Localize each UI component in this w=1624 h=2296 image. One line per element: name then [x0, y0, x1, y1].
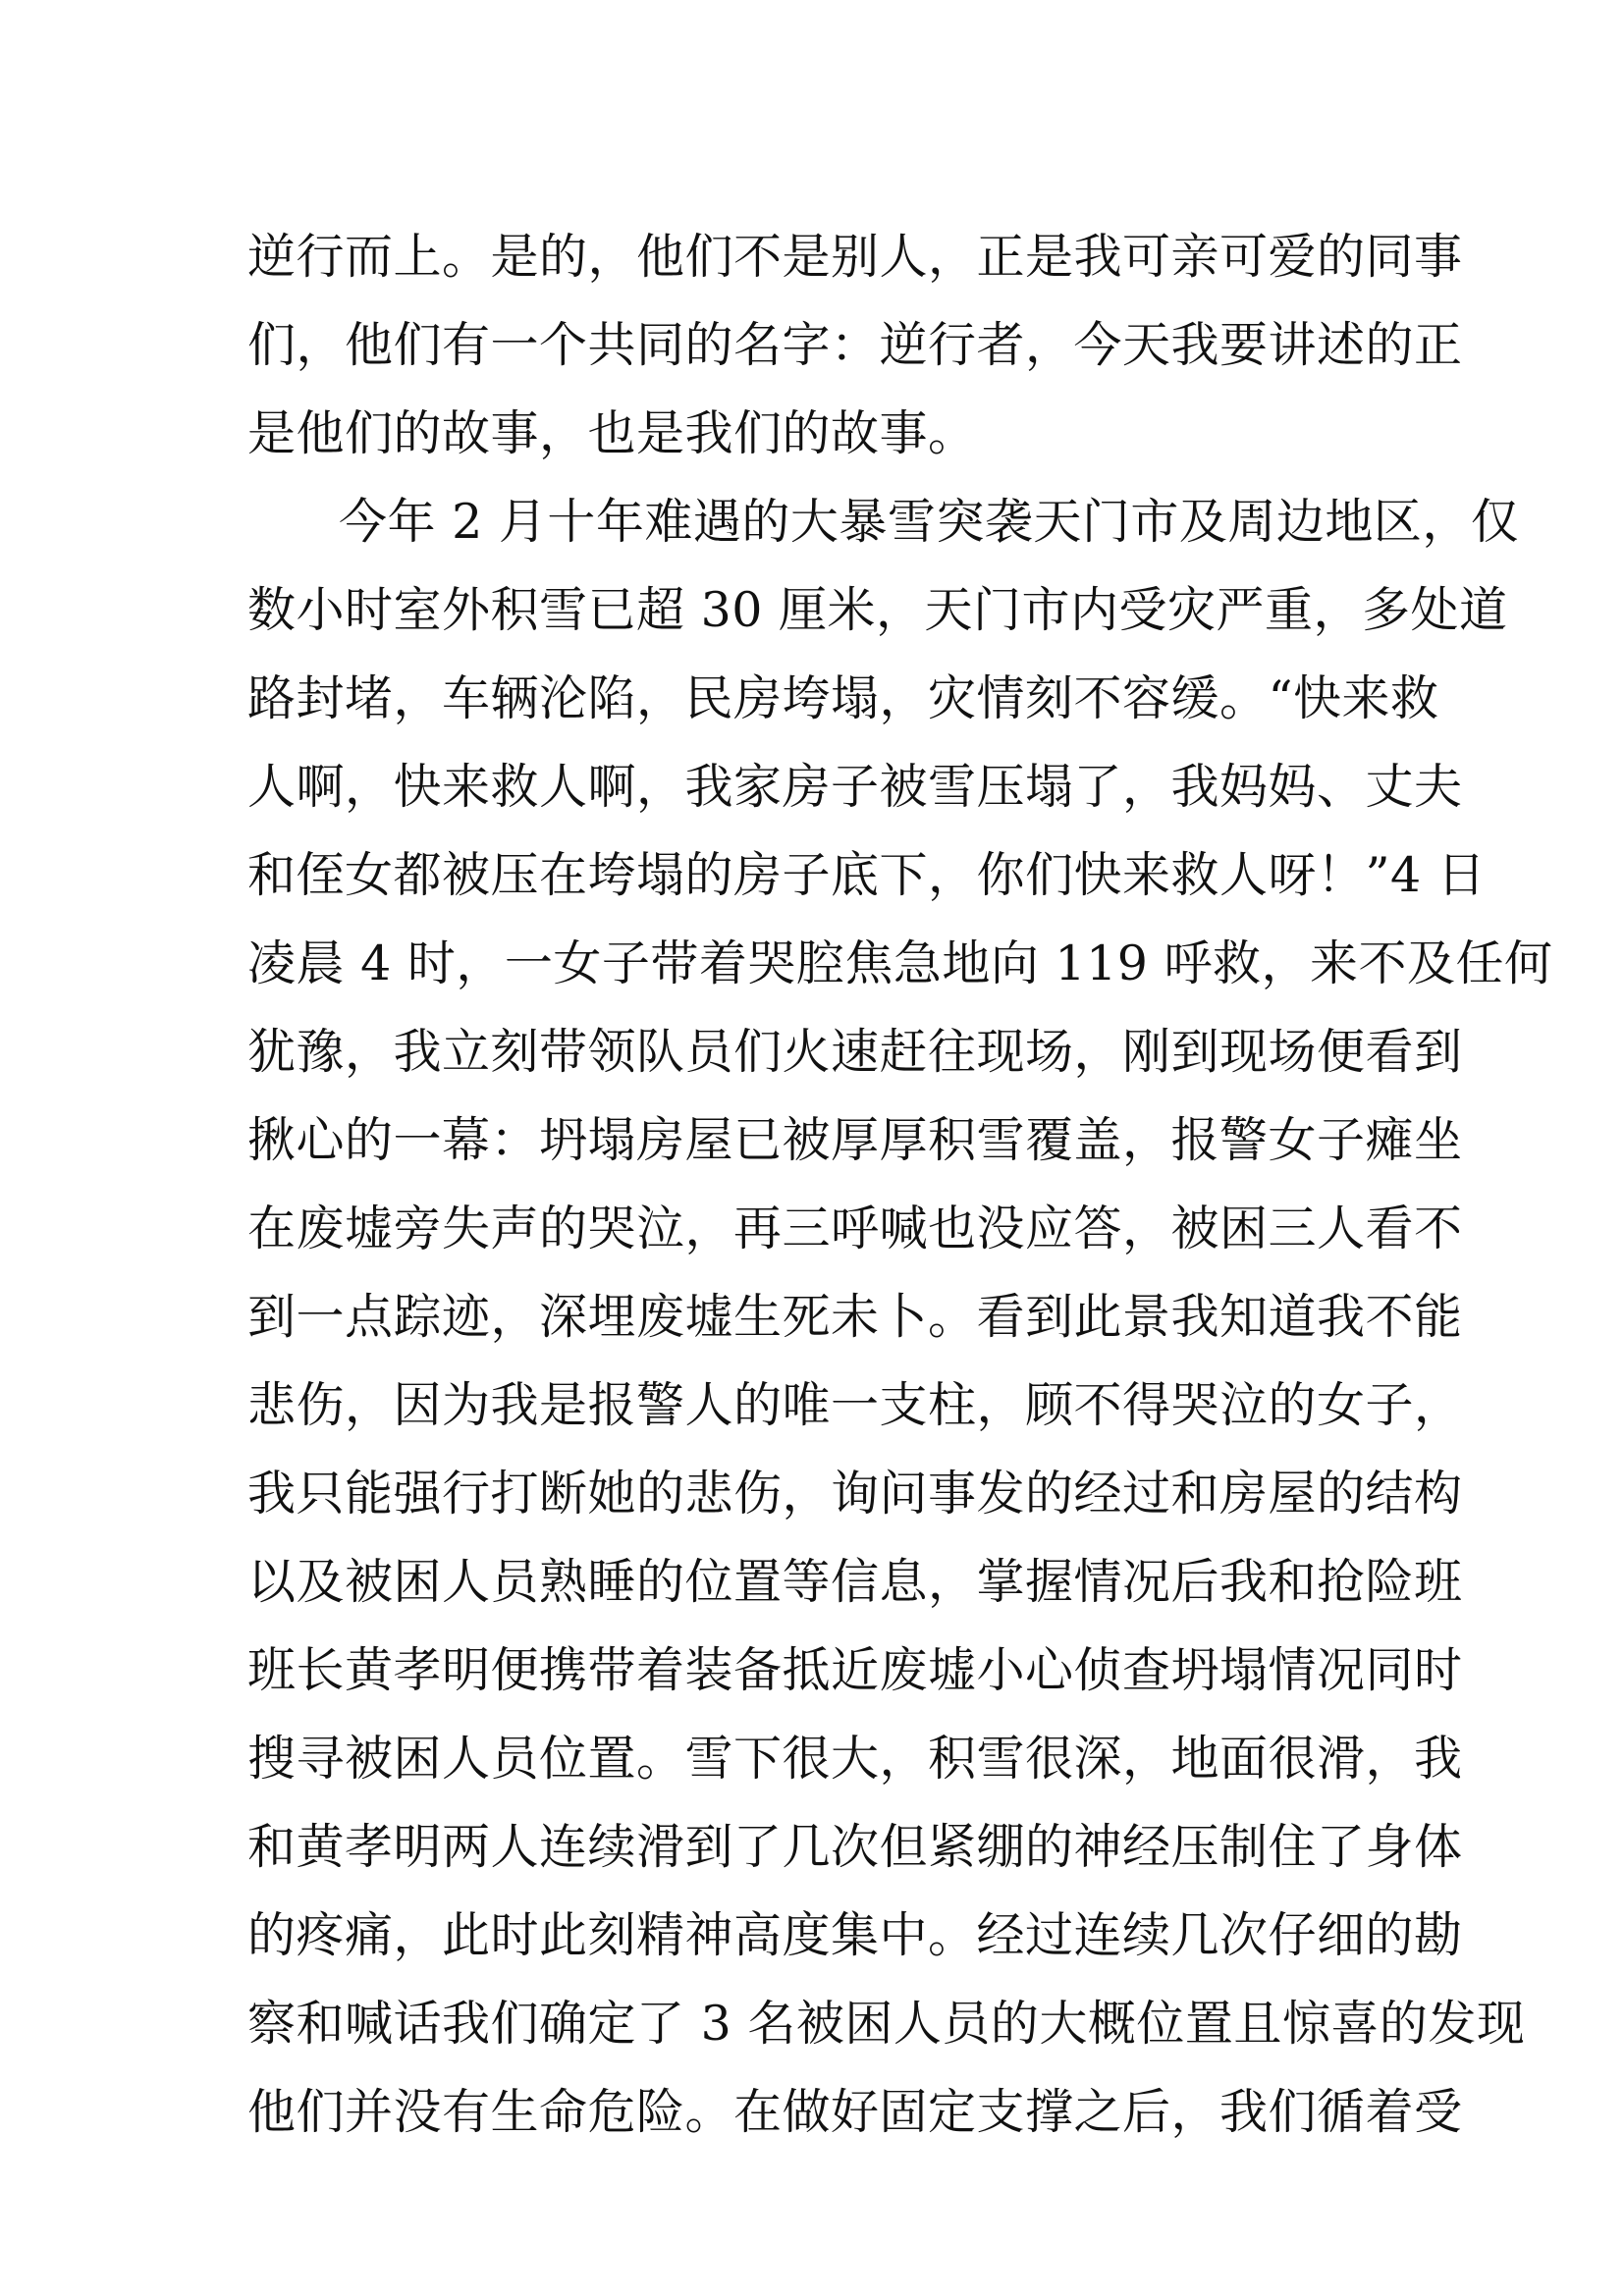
text-line: 到一点踪迹，深埋废墟生死未卜。看到此景我知道我不能	[247, 1289, 1463, 1345]
text-line: 路封堵，车辆沦陷，民房垮塌，灾情刻不容缓。“快来救	[247, 670, 1439, 726]
text-line: 数小时室外积雪已超 30 厘米，天门市内受灾严重，多处道	[247, 582, 1508, 638]
text-line: 的疼痛，此时此刻精神高度集中。经过连续几次仔细的勘	[247, 1907, 1463, 1963]
text-line: 悲伤，因为我是报警人的唯一支柱，顾不得哭泣的女子，	[247, 1377, 1463, 1433]
text-line: 是他们的故事，也是我们的故事。	[247, 405, 977, 461]
text-line: 以及被困人员熟睡的位置等信息，掌握情况后我和抢险班	[247, 1554, 1463, 1610]
text-line: 和侄女都被压在垮塌的房子底下，你们快来救人呀！”4 日	[247, 847, 1487, 903]
text-line: 揪心的一幕：坍塌房屋已被厚厚积雪覆盖，报警女子瘫坐	[247, 1112, 1463, 1168]
text-line: 察和喊话我们确定了 3 名被困人员的大概位置且惊喜的发现	[247, 1996, 1526, 2052]
text-line: 凌晨 4 时，一女子带着哭腔焦急地向 119 呼救，来不及任何	[247, 935, 1553, 991]
text-line: 们，他们有一个共同的名字：逆行者，今天我要讲述的正	[247, 317, 1463, 373]
text-line: 今年 2 月十年难遇的大暴雪突袭天门市及周边地区，仅	[339, 494, 1520, 550]
text-line: 他们并没有生命危险。在做好固定支撑之后，我们循着受	[247, 2084, 1463, 2140]
text-line: 逆行而上。是的，他们不是别人，正是我可亲可爱的同事	[247, 229, 1463, 285]
text-line: 我只能强行打断她的悲伤，询问事发的经过和房屋的结构	[247, 1466, 1463, 1522]
text-line: 在废墟旁失声的哭泣，再三呼喊也没应答，被困三人看不	[247, 1201, 1463, 1256]
text-line: 班长黄孝明便携带着装备抵近废墟小心侦查坍塌情况同时	[247, 1642, 1463, 1698]
text-line: 犹豫，我立刻带领队员们火速赶往现场，刚到现场便看到	[247, 1024, 1463, 1080]
text-line: 搜寻被困人员位置。雪下很大，积雪很深，地面很滑，我	[247, 1731, 1463, 1787]
text-line: 和黄孝明两人连续滑到了几次但紧绷的神经压制住了身体	[247, 1819, 1463, 1875]
text-line: 人啊，快来救人啊，我家房子被雪压塌了，我妈妈、丈夫	[247, 759, 1463, 815]
